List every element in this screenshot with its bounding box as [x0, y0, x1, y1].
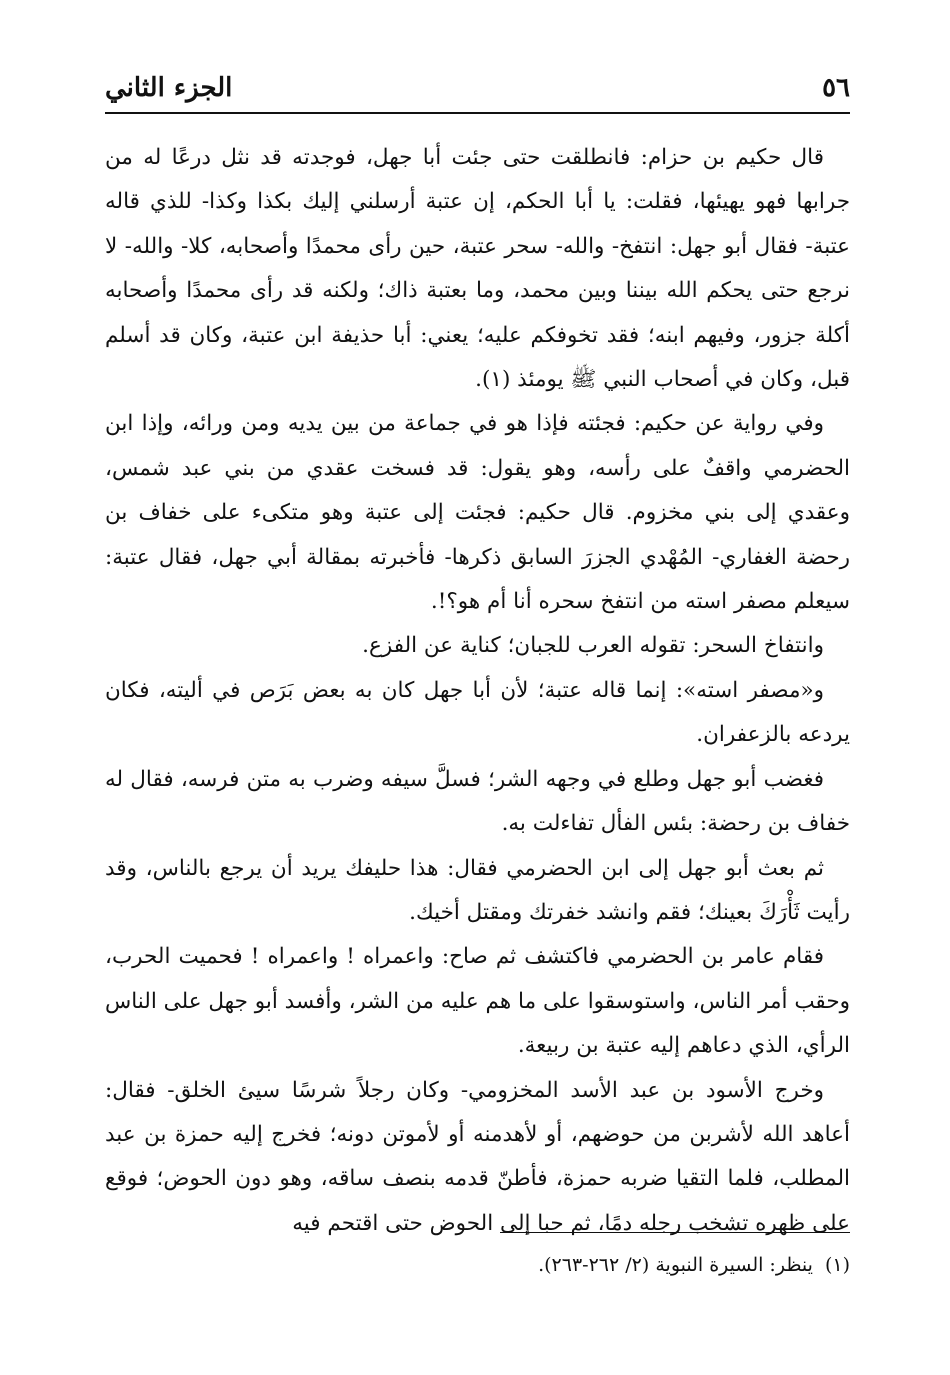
- paragraph: فغضب أبو جهل وطلع في وجهه الشر؛ فسلَّ سيفه وضرب به متن فرسه، فقال له خفاف بن رحضة: بئس الفأل تفاءلت به.: [105, 766, 850, 837]
- footnote-marker: (١): [824, 1254, 850, 1276]
- header-rule: [105, 112, 850, 114]
- footnote-rule: [500, 1232, 850, 1233]
- body-text: [105, 136, 850, 1246]
- paragraph: قال حكيم بن حزام: فانطلقت حتى جئت أبا جهل، فوجدته قد نثل درعًا له من جرابها فهو يهيئها، فقلت: يا أبا الحكم، إن عتبة أرسلني إليك بكذا وكذا- للذي قاله عتبة- فقال أبو جهل: انتفخ- والله- سحر عتبة، حين رأى محمدًا وأصحابه، كلا- والله- لا نرجع حتى يحكم الله بيننا وبين محمد، وما بعتبة ذاك؛ ولكنه قد رأى محمدًا وأصحابه أكلة جزور، وفيهم ابنه؛ فقد تخوفكم عليه؛ يعني: أبا حذيفة ابن عتبة، وكان قد أسلم قبل، وكان في أصحاب النبي ﷺ يومئذ (١).: [105, 145, 850, 393]
- paragraph: ثم بعث أبو جهل إلى ابن الحضرمي فقال: هذا حليفك يريد أن يرجع بالناس، وقد رأيت ثَأْرَكَ بعينك؛ فقم وانشد خفرتك ومقتل أخيك.: [105, 855, 850, 925]
- paragraph: فقام عامر بن الحضرمي فاكتشف ثم صاح: واعمراه ! واعمراه ! فحميت الحرب، وحقب أمر الناس، واستوسقوا على ما هم عليه من الشر، وأفسد أبو جهل على الناس الرأي، الذي دعاهم إليه عتبة بن ربيعة.: [105, 944, 850, 1059]
- paragraph: وخرج الأسود بن عبد الأسد المخزومي- وكان رجلاً شرسًا سيئ الخلق- فقال: أعاهد الله لأشربن من حوضهم، أو لأهدمنه أو لأموتن دونه؛ فخرج إليه حمزة بن عبد المطلب، فلما التقيا ضربه حمزة، فأطنّ قدمه بنصف ساقه، وهو دون الحوض؛ فوقع على ظهره تشخب رجله دمًا، ثم حبا إلى الحوض حتى اقتحم فيه: [105, 1077, 850, 1236]
- page-number: ٥٦: [822, 73, 850, 103]
- page-header: [105, 70, 850, 110]
- footnote: [105, 1248, 850, 1282]
- running-title: الجزء الثاني: [105, 73, 233, 103]
- paragraph: و«مصفر استه»: إنما قاله عتبة؛ لأن أبا جهل كان به بعض بَرَص في أليته، فكان يردعه بالزعفران.: [105, 677, 850, 748]
- paragraph: وانتفاخ السحر: تقوله العرب للجبان؛ كناية عن الفزع.: [362, 633, 824, 659]
- footnote-text: ينظر: السيرة النبوية (٢/ ٢٦٢-٢٦٣).: [538, 1254, 813, 1276]
- paragraph: وفي رواية عن حكيم: فجئته فإذا هو في جماعة من بين يديه ومن ورائه، وإذا ابن الحضرمي واقفٌ على رأسه، وهو يقول: قد فسخت عقدي من بني عبد شمس، وعقدي إلى بني مخزوم. قال حكيم: فجئت إلى عتبة وهو متكىء على خفاف بن رحضة الغفاري- المُهْدي الجزرَ السابق ذكرها- فأخبرته بمقالة أبي جهل، فقال عتبة: سيعلم مصفر استه من انتفخ سحره أنا أم هو؟!.: [105, 411, 850, 615]
